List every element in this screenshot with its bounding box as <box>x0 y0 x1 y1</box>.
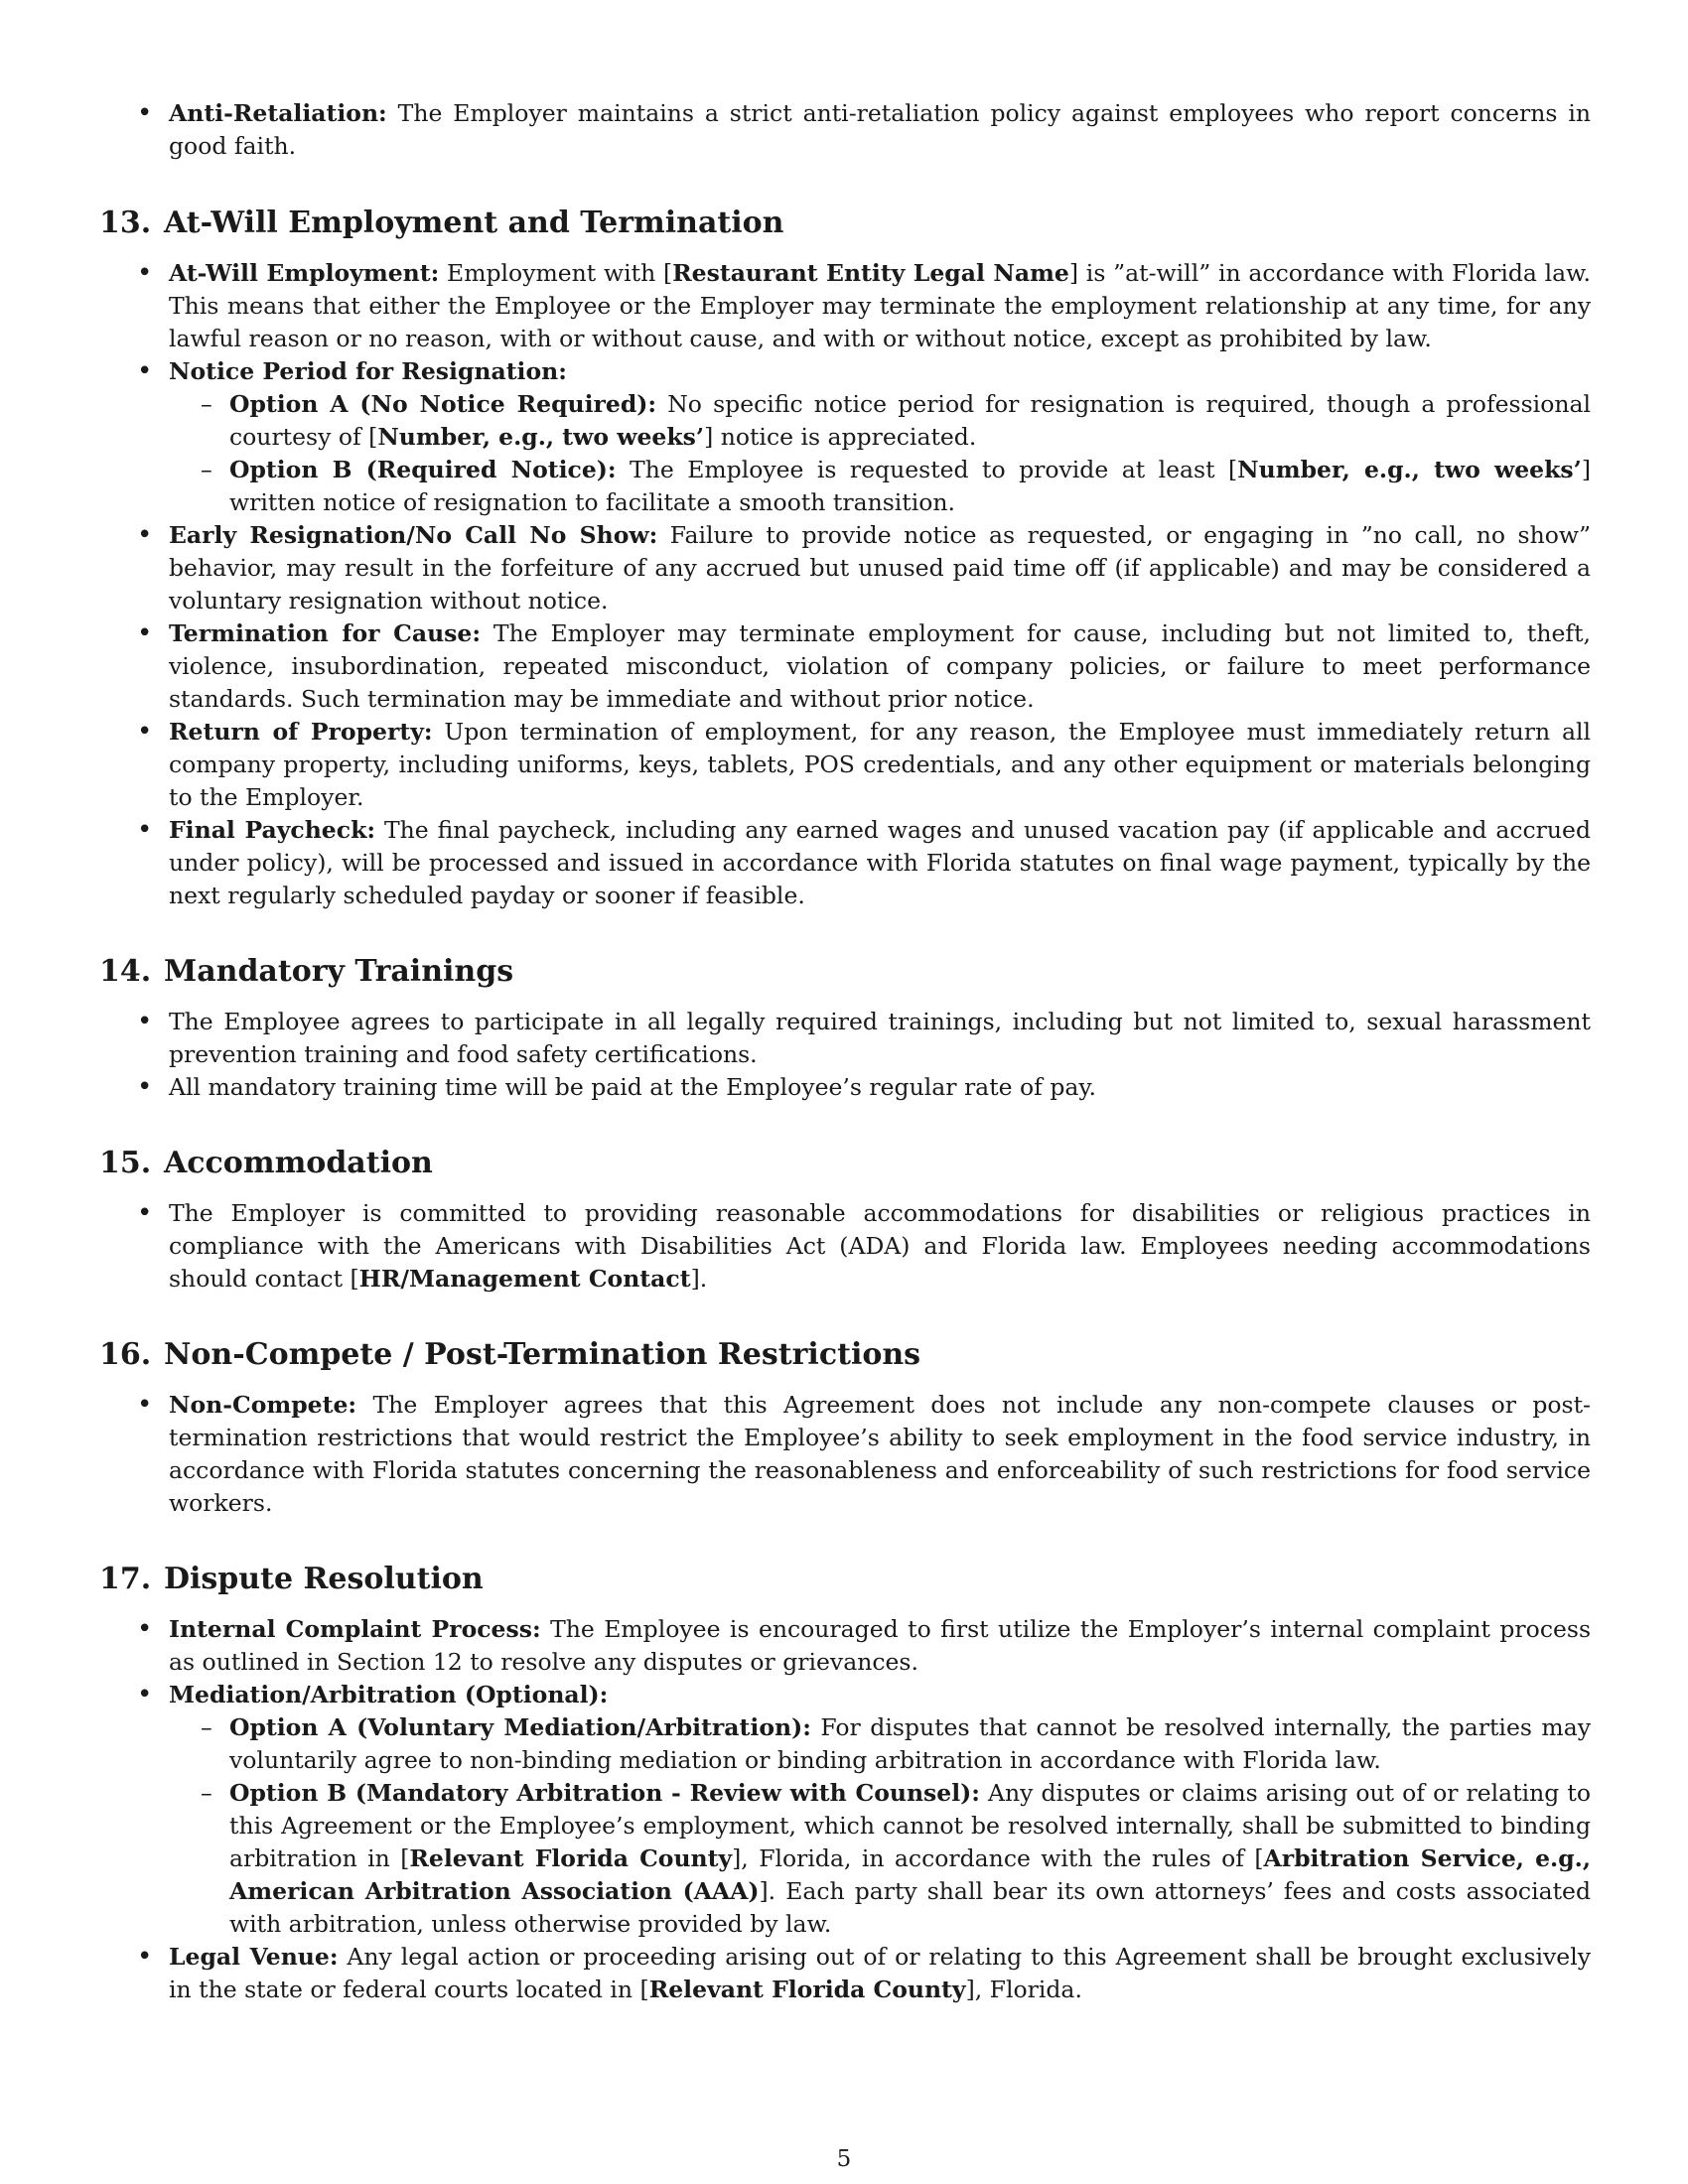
notice-options-list <box>169 388 1591 519</box>
list-item-termination-for-cause <box>99 617 1591 716</box>
page-number: 5 <box>836 2146 852 2172</box>
list-item-training-1 <box>99 1006 1591 1071</box>
section-13-number: 13. <box>99 205 152 240</box>
early-resignation-text: Failure to provide notice as requested, or engaging in ”no call, no show” behavior, may result in the forfeiture of any accrued but unused paid time off (if applicable) and may be considered a voluntary resignation without notice. <box>169 521 1591 614</box>
non-compete-text: The Employer agrees that this Agreement does not include any non-compete clauses or post-termination restrictions that would restrict the Employee’s ability to seek employment in the food service industry, in accordance with Florida statutes concerning the reasonableness and enforceability of such restrictions for food service workers. <box>169 1391 1591 1517</box>
list-item-non-compete <box>99 1389 1591 1520</box>
section-13-heading <box>99 204 1591 243</box>
notice-option-a-text-1: No specific notice period for resignation is required, though a professional courtesy of [ <box>229 390 1592 451</box>
notice-option-a-label: Option A (No Notice Required): <box>229 390 657 418</box>
section-15-title: Accommodation <box>164 1146 433 1180</box>
return-property-label: Return of Property: <box>169 718 433 746</box>
training-text-1: • The Employee agrees to participate in all legally required trainings, including but not limited to, sexual harassment prevention training and food safety certifications. <box>169 1008 1591 1068</box>
placeholder-notice-weeks-b: Number, e.g., two weeks’ <box>1237 456 1582 483</box>
return-property-text: Upon termination of employment, for any reason, the Employee must immediately return all company property, including uniforms, keys, tablets, POS credentials, and any other equipment or materials belonging to the Employer. <box>169 718 1592 811</box>
list-item-notice-option-a <box>169 388 1591 454</box>
final-paycheck-label: Final Paycheck: <box>169 816 376 844</box>
mediation-option-b-text-3: ]. Each party shall bear its own attorneys’ fees and costs associated with arbitration, unless otherwise provided by law. <box>229 1877 1591 1938</box>
internal-complaint-text: The Employee is encouraged to first utilize the Employer’s internal complaint process as outlined in Section 12 to resolve any disputes or grievances. <box>169 1615 1592 1676</box>
section-17-title: Dispute Resolution <box>164 1562 484 1596</box>
list-item-mediation <box>99 1679 1591 1941</box>
non-compete-label: Non-Compete: <box>169 1391 357 1419</box>
anti-retaliation-label: Anti-Retaliation: <box>169 99 387 127</box>
placeholder-notice-weeks-a: Number, e.g., two weeks’ <box>377 423 705 451</box>
section-14-list <box>99 1006 1591 1104</box>
mediation-option-b-label: Option B (Mandatory Arbitration - Review with Counsel): <box>229 1779 980 1807</box>
list-item-internal-complaint <box>99 1613 1591 1679</box>
section-16-number: 16. <box>99 1337 152 1372</box>
list-item-mediation-option-a <box>169 1711 1591 1777</box>
section-17-heading <box>99 1560 1591 1599</box>
notice-option-b-text-1: The Employee is requested to provide at least [ <box>616 456 1238 483</box>
placeholder-florida-county-2: Relevant Florida County <box>648 1976 966 2003</box>
section-15-number: 15. <box>99 1146 152 1180</box>
section-16-heading <box>99 1335 1591 1375</box>
section-13-title: At-Will Employment and Termination <box>164 205 784 240</box>
list-item-early-resignation <box>99 519 1591 617</box>
at-will-text-1: Employment with [ <box>439 259 673 287</box>
mediation-option-b-text-1: Any disputes or claims arising out of or relating to this Agreement or the Employee’s employment, which cannot be resolved internally, shall be submitted to binding arbitration in [ <box>229 1779 1591 1872</box>
termination-cause-text: The Employer may terminate employment for cause, including but not limited to, theft, violence, insubordination, repeated misconduct, violation of company policies, or failure to meet performance standards. Such termination may be immediate and without prior notice. <box>169 619 1591 713</box>
list-item-legal-venue <box>99 1941 1591 2006</box>
list-item-anti-retaliation <box>99 97 1591 163</box>
list-item-accommodation <box>99 1197 1591 1296</box>
placeholder-entity-name: Restaurant Entity Legal Name <box>672 259 1069 287</box>
final-paycheck-text: The final paycheck, including any earned wages and unused vacation pay (if applicable and accrued under policy), will be processed and issued in accordance with Florida statutes on final wage payment, typically by the next regularly scheduled payday or sooner if feasible. <box>169 816 1591 909</box>
list-item-training-2 <box>99 1071 1591 1104</box>
section-17-number: 17. <box>99 1562 152 1596</box>
mediation-options-list <box>169 1711 1591 1941</box>
anti-retaliation-text: The Employer maintains a strict anti-retaliation policy against employees who report concerns in good faith. <box>169 99 1591 160</box>
at-will-text-2: ] is ”at-will” in accordance with Florida law. This means that either the Employee or the Employer may terminate the employment relationship at any time, for any lawful reason or no reason, with or without cause, and with or without notice, except as prohibited by law. <box>169 259 1591 352</box>
at-will-label: At-Will Employment: <box>169 259 440 287</box>
early-resignation-label: Early Resignation/No Call No Show: <box>169 521 658 549</box>
list-item-notice-period <box>99 355 1591 519</box>
mediation-option-a-label: Option A (Voluntary Mediation/Arbitration): <box>229 1713 811 1741</box>
section-16-title: Non-Compete / Post-Termination Restrictions <box>164 1337 921 1372</box>
placeholder-hr-contact: HR/Management Contact <box>358 1265 691 1293</box>
section-16-list <box>99 1389 1591 1520</box>
section-14-number: 14. <box>99 954 152 989</box>
notice-option-b-label: Option B (Required Notice): <box>229 456 617 483</box>
placeholder-florida-county-1: Relevant Florida County <box>409 1844 733 1872</box>
mediation-option-a-text: For disputes that cannot be resolved internally, the parties may voluntarily agree to non-binding mediation or binding arbitration in accordance with Florida law. <box>229 1713 1591 1774</box>
legal-venue-text-1: Any legal action or proceeding arising out of or relating to this Agreement shall be brought exclusively in the state or federal courts located in [ <box>169 1943 1591 2003</box>
section-15-heading <box>99 1144 1591 1183</box>
list-item-return-of-property <box>99 716 1591 814</box>
mediation-label: Mediation/Arbitration (Optional): <box>169 1681 609 1708</box>
placeholder-arbitration-service: Arbitration Service, e.g., American Arbitration Association (AAA) <box>229 1844 1591 1905</box>
section-15-list <box>99 1197 1591 1296</box>
termination-cause-label: Termination for Cause: <box>169 619 482 647</box>
list-item-at-will <box>99 257 1591 355</box>
legal-venue-label: Legal Venue: <box>169 1943 339 1971</box>
list-item-notice-option-b <box>169 454 1591 519</box>
section-14-heading <box>99 952 1591 992</box>
list-item-final-paycheck <box>99 814 1591 912</box>
notice-option-a-text-2: ] notice is appreciated. <box>704 423 977 451</box>
section-14-title: Mandatory Trainings <box>164 954 514 989</box>
internal-complaint-label: Internal Complaint Process: <box>169 1615 541 1643</box>
accommodation-text-1: The Employer is committed to providing reasonable accommodations for disabilities or religious practices in compliance with the Americans with Disabilities Act (ADA) and Florida law. Employees needing accommodations should contact [ <box>169 1199 1591 1293</box>
legal-venue-text-2: ], Florida. <box>965 1976 1082 2003</box>
mediation-option-b-text-2: ], Florida, in accordance with the rules of [ <box>732 1844 1264 1872</box>
document-page <box>99 97 1591 2006</box>
section-13-list <box>99 257 1591 912</box>
training-text-2: • All mandatory training time will be paid at the Employee’s regular rate of pay. <box>169 1073 1097 1101</box>
section-17-list <box>99 1613 1591 2006</box>
anti-retaliation-list <box>99 97 1591 163</box>
list-item-mediation-option-b <box>169 1777 1591 1941</box>
notice-period-label: Notice Period for Resignation: <box>169 357 567 385</box>
notice-option-b-text-2: ] written notice of resignation to facilitate a smooth transition. <box>229 456 1591 516</box>
accommodation-text-2: ]. <box>690 1265 708 1293</box>
